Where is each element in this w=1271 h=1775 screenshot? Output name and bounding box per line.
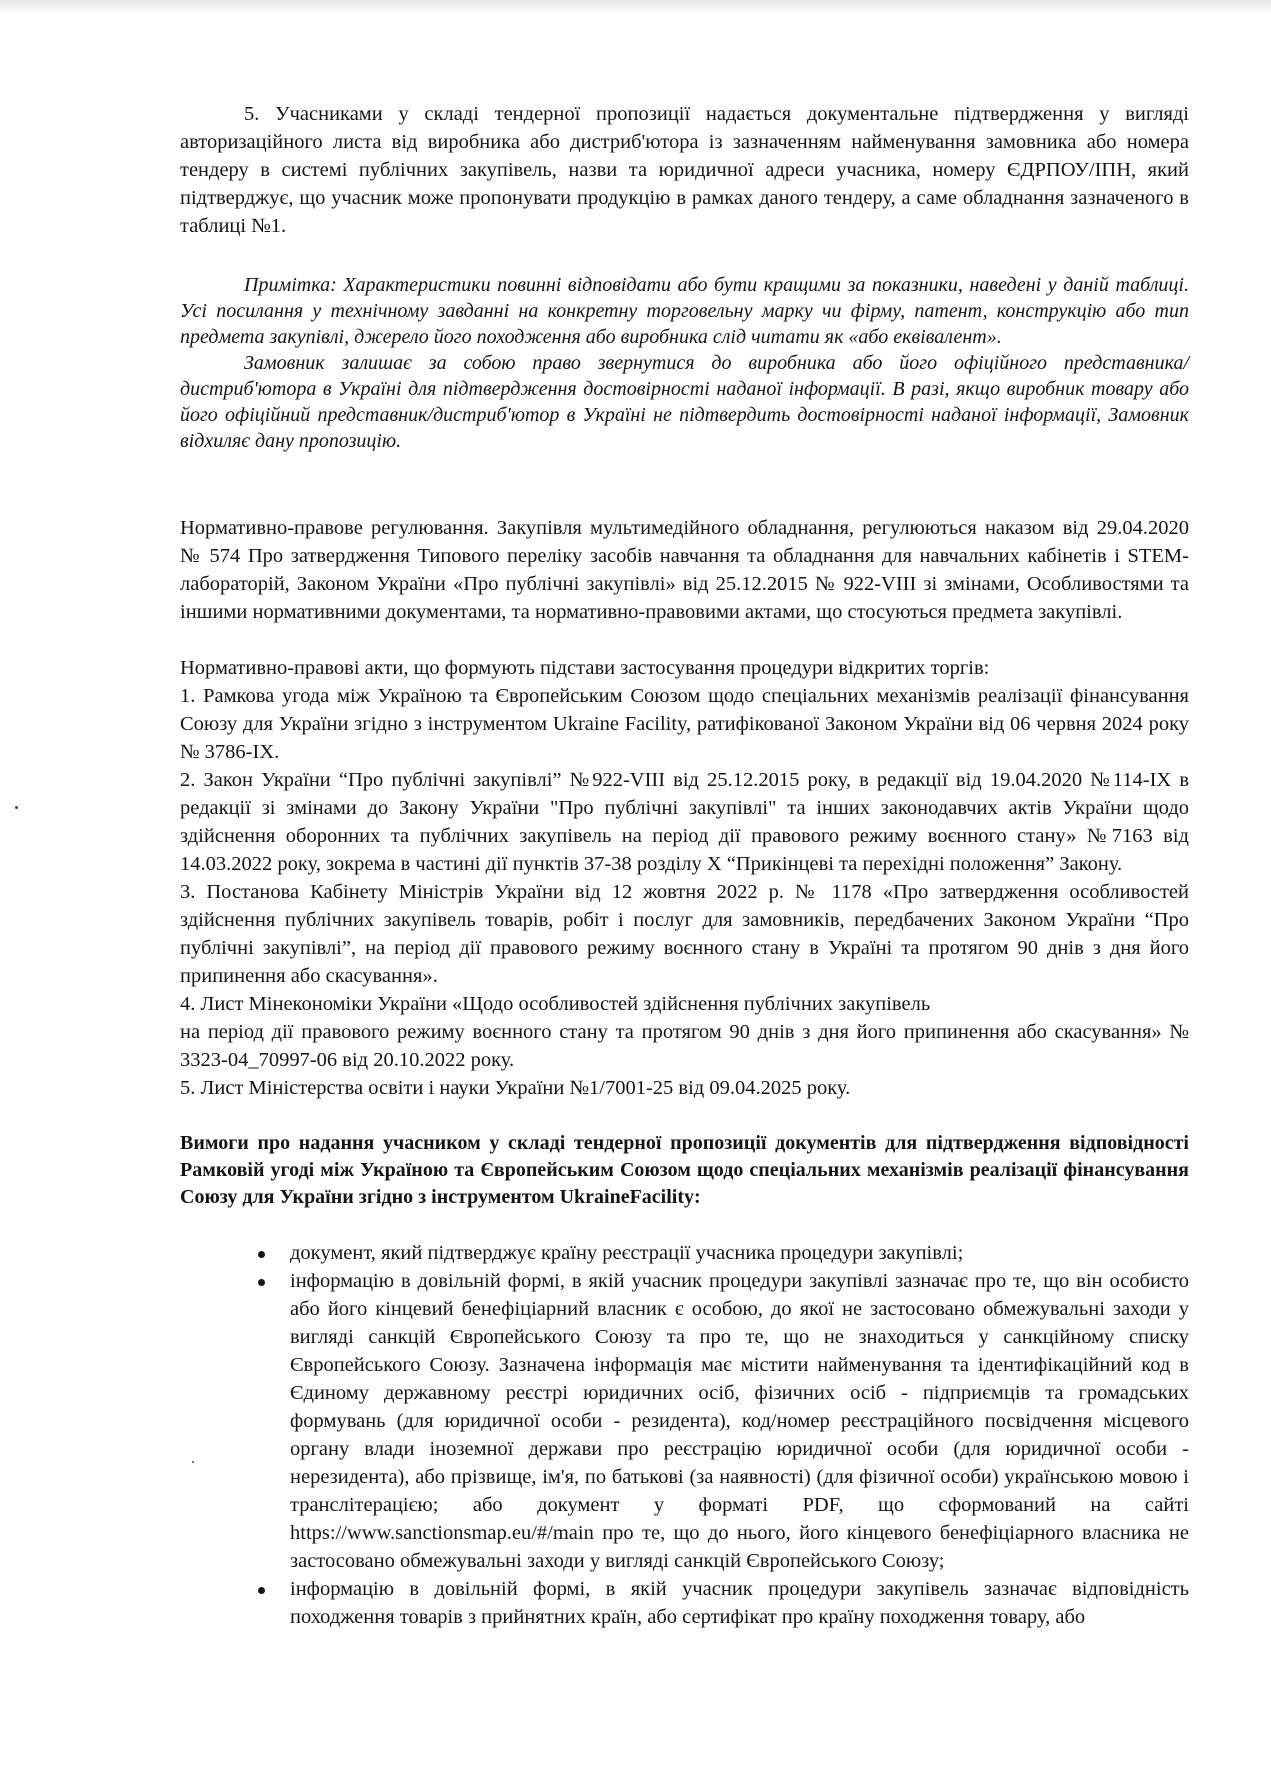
authorization-letter-paragraph: 5. Учасниками у складі тендерної пропозиції надається документальне підтвердження у вигляді авторизаційного листа від виробника або дистриб'ютора із зазначенням найменування замовника або номера тендеру в системі публічних закупівель, назви та юридичної адреси учасника, номеру ЄДРПОУ/ІПН, який підтверджує, що учасник може пропонувати продукцію в рамках даного тендеру, а саме обладнання зазначеного в таблиці №1.: [180, 103, 1189, 237]
legal-act-item-4-line-1: 4. Лист Мінекономіки України «Щодо особливостей здійснення публічних закупівель: [180, 993, 931, 1015]
bullet-icon: [258, 1251, 265, 1258]
scan-speck: [15, 806, 18, 809]
regulation-paragraph: Нормативно-правове регулювання. Закупівля мультимедійного обладнання, регулюються наказом від 29.04.2020 № 574 Про затвердження Типового переліку засобів навчання та обладнання для навчальних кабінетів і STEM-лабораторій, Законом України «Про публічні закупівлі» від 25.12.2015 № 922-VIII зі змінами, Особливостями та іншими нормативними документами, та нормативно-правовими актами, що стосуються предмета закупівлі.: [180, 517, 1189, 623]
note-paragraph: Примітка: Характеристики повинні відповідати або бути кращими за показники, наведені у даній таблиці. Усі посилання у технічному завданні на конкретну торговельну марку чи фірму, патент, конструкцію або тип предмета закупівлі, джерело його походження або виробника слід читати як «або еквівалент».: [180, 274, 1189, 348]
requirement-item: [180, 1239, 1189, 1267]
requirement-item: [180, 1575, 1189, 1631]
requirements-heading: Вимоги про надання учасником у складі тендерної пропозиції документів для підтвердження відповідності Рамковій угоді між Україною та Європейським Союзом щодо спеціальних механізмів реалізації фінансування Союзу для України згідно з інструментом UkraineFacility:: [180, 1132, 1189, 1208]
legal-act-item-1: 1. Рамкова угода між Україною та Європейським Союзом щодо спеціальних механізмів реалізації фінансування Союзу для України згідно з інструментом Ukraine Facility, ратифікованої Законом України від 06 червня 2024 року № 3786-IX.: [180, 685, 1189, 763]
requirements-list: [180, 1239, 1189, 1631]
legal-act-item-5: 5. Лист Міністерства освіти і науки України №1/7001-25 від 09.04.2025 року.: [180, 1077, 851, 1099]
verification-paragraph: Замовник залишає за собою право звернутися до виробника або його офіційного представника/дистриб'ютора в Україні для підтвердження достовірності наданої інформації. В разі, якщо виробник товару або його офіційний представник/дистриб'ютор в Україні не підтвердить достовірності наданої інформації, Замовник відхиляє дану пропозицію.: [180, 352, 1189, 452]
legal-act-item-4-line-2: на період дії правового режиму воєнного стану та протягом 90 днів з дня його припинення або скасування» № 3323-04_70997-06 від 20.10.2022 року.: [180, 1021, 1189, 1071]
bullet-icon: [258, 1279, 265, 1286]
legal-act-item-3: 3. Постанова Кабінету Міністрів України від 12 жовтня 2022 р. № 1178 «Про затвердження особливостей здійснення публічних закупівель товарів, робіт і послуг для замовників, передбачених Законом України “Про публічні закупівлі”, на період дії правового режиму воєнного стану в Україні та протягом 90 днів з дня його припинення або скасування».: [180, 881, 1189, 987]
bullet-icon: [258, 1587, 265, 1594]
requirement-text: документ, який підтверджує країну реєстрації учасника процедури закупівлі;: [290, 1242, 964, 1264]
legal-act-item-2: 2. Закон України “Про публічні закупівлі” №922-VIII від 25.12.2015 року, в редакції від 19.04.2020 №114-IX в редакції зі змінами до Закону України "Про публічні закупівлі" та інших законодавчих актів України щодо здійснення оборонних та публічних закупівель на період дії правового режиму воєнного стану» №7163 від 14.03.2022 року, зокрема в частині дії пунктів 37-38 розділу X “Прикінцеві та перехідні положення” Закону.: [180, 769, 1189, 875]
document-body: [180, 100, 1189, 1631]
requirement-text: інформацію в довільній формі, в якій учасник процедури закупівель зазначає відповідність походження товарів з прийнятних країн, або сертифікат про країну походження товару, або: [290, 1578, 1189, 1628]
requirement-text: інформацію в довільній формі, в якій учасник процедури закупівлі зазначає про те, що він особисто або його кінцевий бенефіціарний власник є особою, до якої не застосовано обмежувальні заходи у вигляді санкцій Європейського Союзу та про те, що не знаходиться у санкційному списку Європейського Союзу. Зазначена інформація має містити найменування та ідентифікаційний код в Єдиному державному реєстрі юридичних осіб, фізичних осіб - підприємців та громадських формувань (для юридичної особи - резидента), код/номер реєстраційного посвідчення місцевого органу влади іноземної держави про реєстрацію юридичної особи (для юридичної особи - нерезидента), або прізвище, ім'я, по батькові (за наявності) (для фізичної особи) українською мовою і транслітерацією; або документ у форматі PDF, що сформований на сайті https://www.sanctionsmap.eu/#/main про те, що до нього, його кінцевого бенефіціарного власника не застосовано обмежувальні заходи у вигляді санкцій Європейського Союзу;: [290, 1270, 1189, 1572]
requirement-item: [180, 1267, 1189, 1575]
legal-acts-heading: Нормативно-правові акти, що формують підстави застосування процедури відкритих торгів:: [180, 657, 990, 679]
